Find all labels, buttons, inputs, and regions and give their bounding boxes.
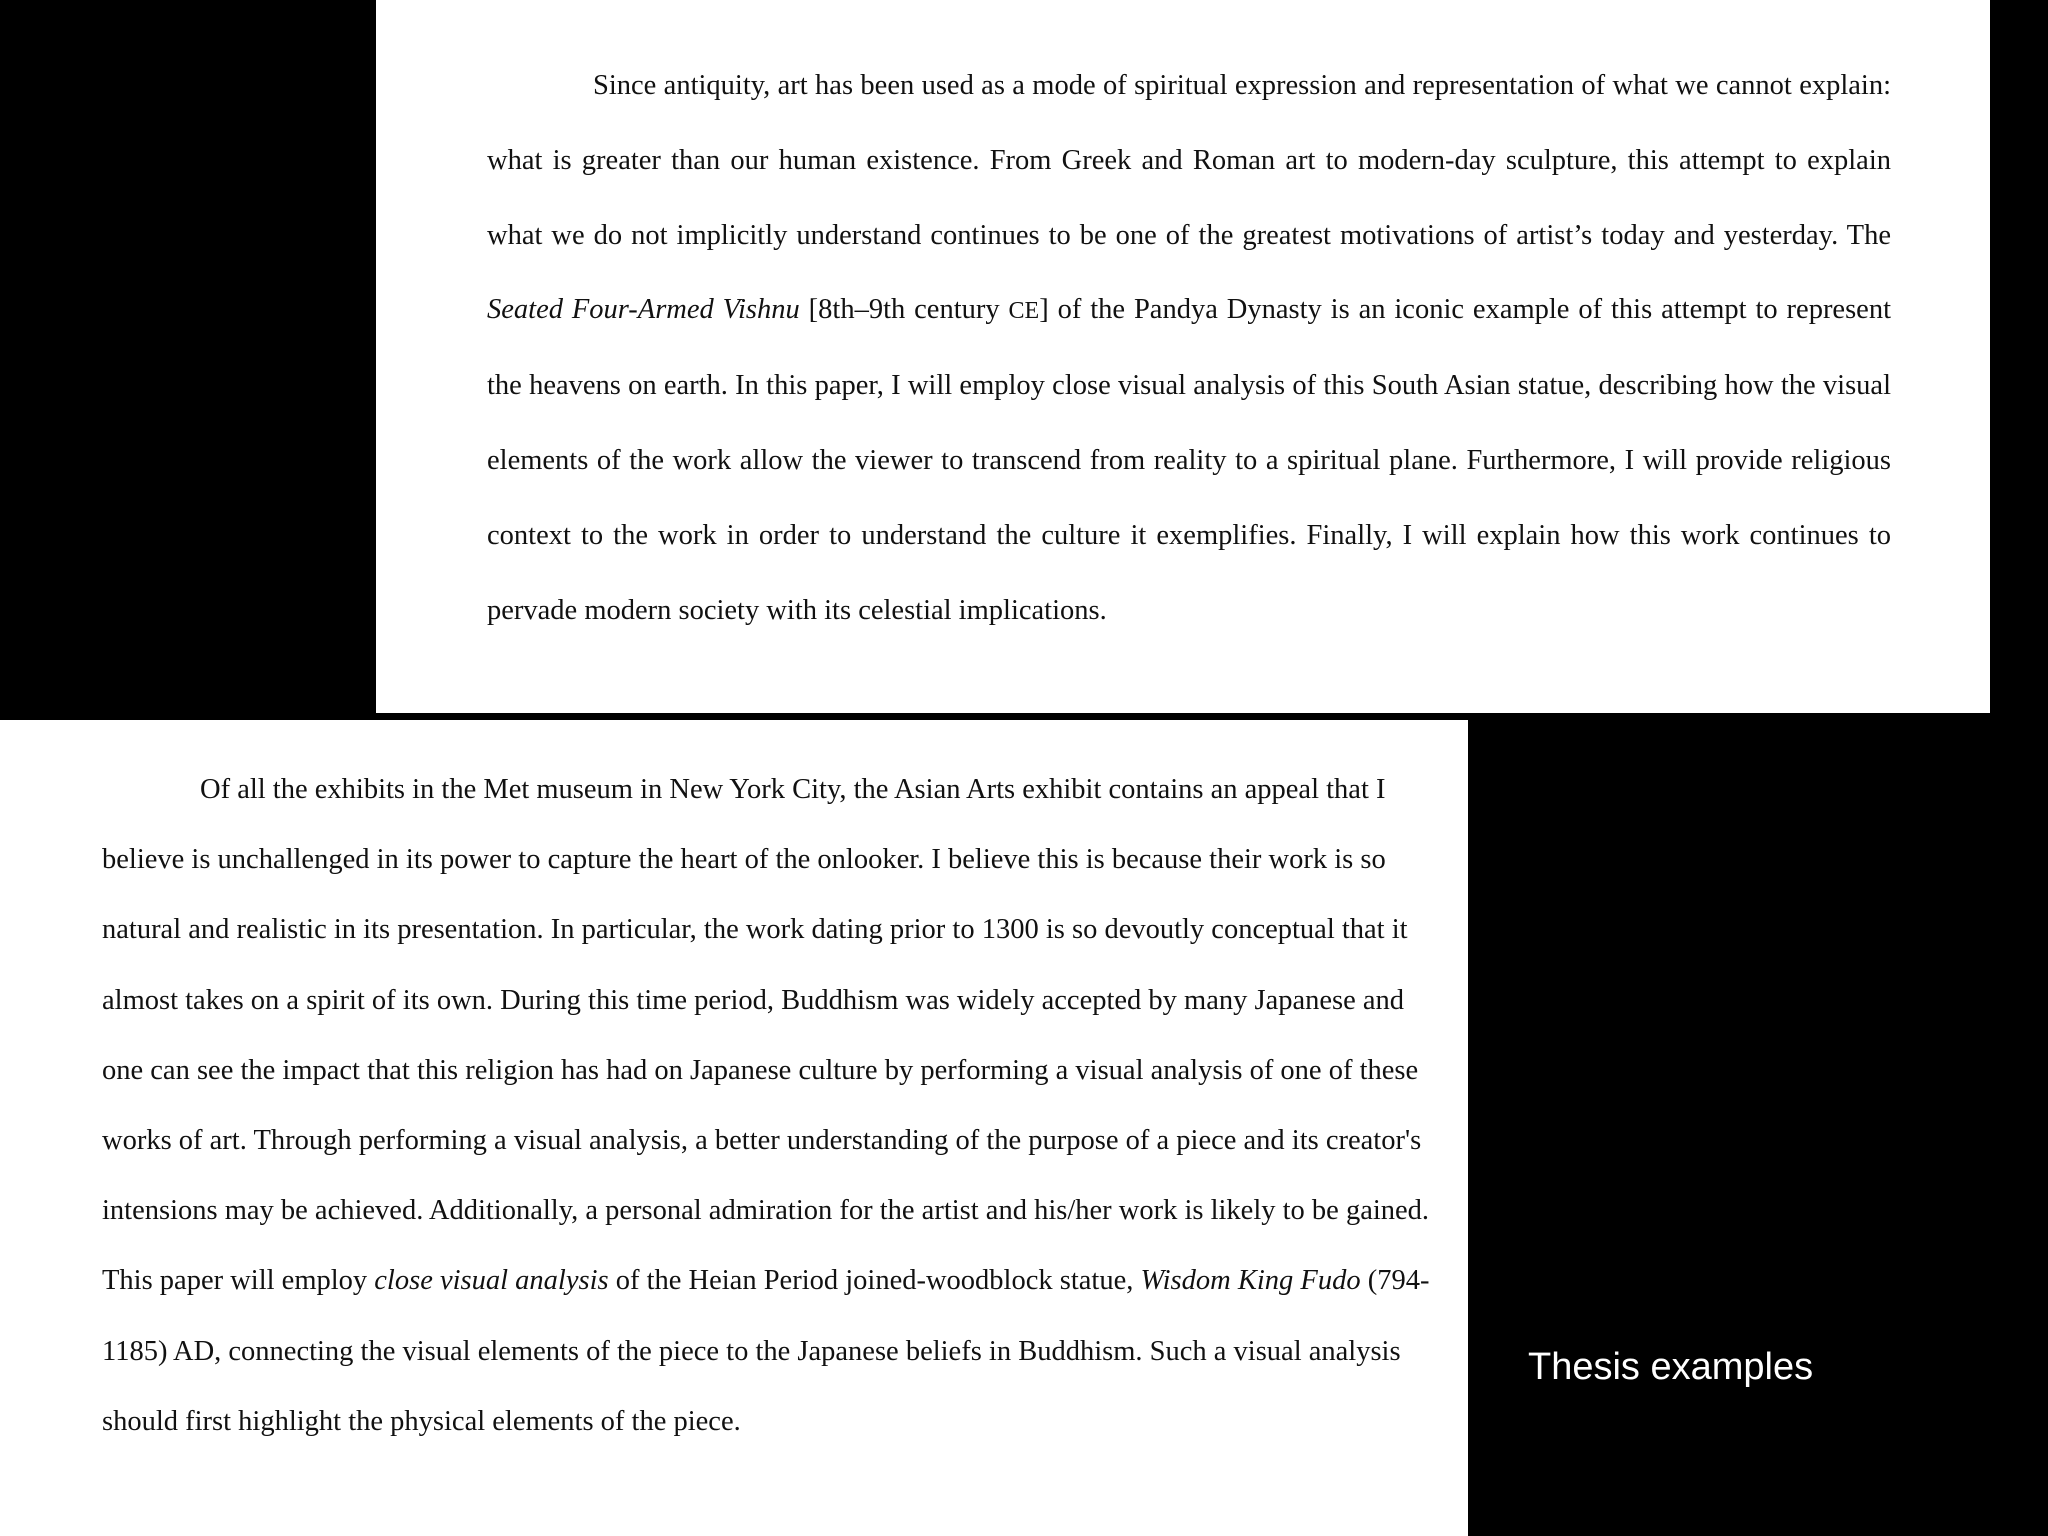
bottom-text-part-3: (794-1185) AD, connecting the visual elements of the piece to the Japanese beliefs in Buddhism. Such a visual analysis should first highlight the physical elements of the piece. bbox=[102, 1265, 1430, 1437]
bottom-text-part-1: Of all the exhibits in the Met museum in New York City, the Asian Arts exhibit contains an appeal that I believe is unchallenged in its power to capture the heart of the onlooker. I believe this is because their work is so natural and realistic in its presentation. In particular, the work dating prior to 1300 is so devoutly conceptual that it almost takes on a spirit of its own. During this time period, Buddhism was widely accepted by many Japanese and one can see the impact that this religion has had on Japanese culture by performing a visual analysis of one of these works of art. Through performing a visual analysis, a better understanding of the purpose of a piece and its creator's intensions may be achieved. Additionally, a personal admiration for the artist and his/her work is likely to be gained. This paper will employ bbox=[102, 774, 1430, 1297]
slide-caption: Thesis examples bbox=[1528, 1346, 1814, 1388]
bottom-method-phrase: close visual analysis bbox=[374, 1265, 609, 1297]
top-text-part-1: Since antiquity, art has been used as a mode of spiritual expression and representation of what we cannot explain: what is greater than our human existence. From Greek and Roman art to modern-day sculpture, this attempt to explain what we do not implicitly understand continues to be one of the greatest motivations of artist’s today and yesterday. The bbox=[487, 70, 1891, 251]
bottom-text-part-2: of the Heian Period joined-woodblock statue, bbox=[608, 1265, 1141, 1297]
top-thesis-paragraph bbox=[487, 49, 1891, 648]
top-text-part-3: ] of the Pandya Dynasty is an iconic example of this attempt to represent the heavens on earth. In this paper, I will employ close visual analysis of this South Asian statue, describing how the visual elements of the work allow the viewer to transcend from reality to a spiritual plane. Furthermore, I will provide religious context to the work in order to understand the culture it exemplifies. Finally, I will explain how this work continues to pervade modern society with its celestial implications. bbox=[487, 294, 1891, 626]
top-thesis-excerpt bbox=[376, 0, 1990, 713]
top-artwork-title: Seated Four-Armed Vishnu bbox=[487, 294, 800, 326]
bottom-thesis-paragraph bbox=[102, 755, 1432, 1457]
bottom-thesis-excerpt bbox=[0, 720, 1468, 1536]
top-era-label: CE bbox=[1008, 298, 1040, 325]
bottom-artwork-title: Wisdom King Fudo bbox=[1140, 1265, 1361, 1297]
top-text-part-2: [8th–9th century bbox=[799, 294, 1009, 326]
